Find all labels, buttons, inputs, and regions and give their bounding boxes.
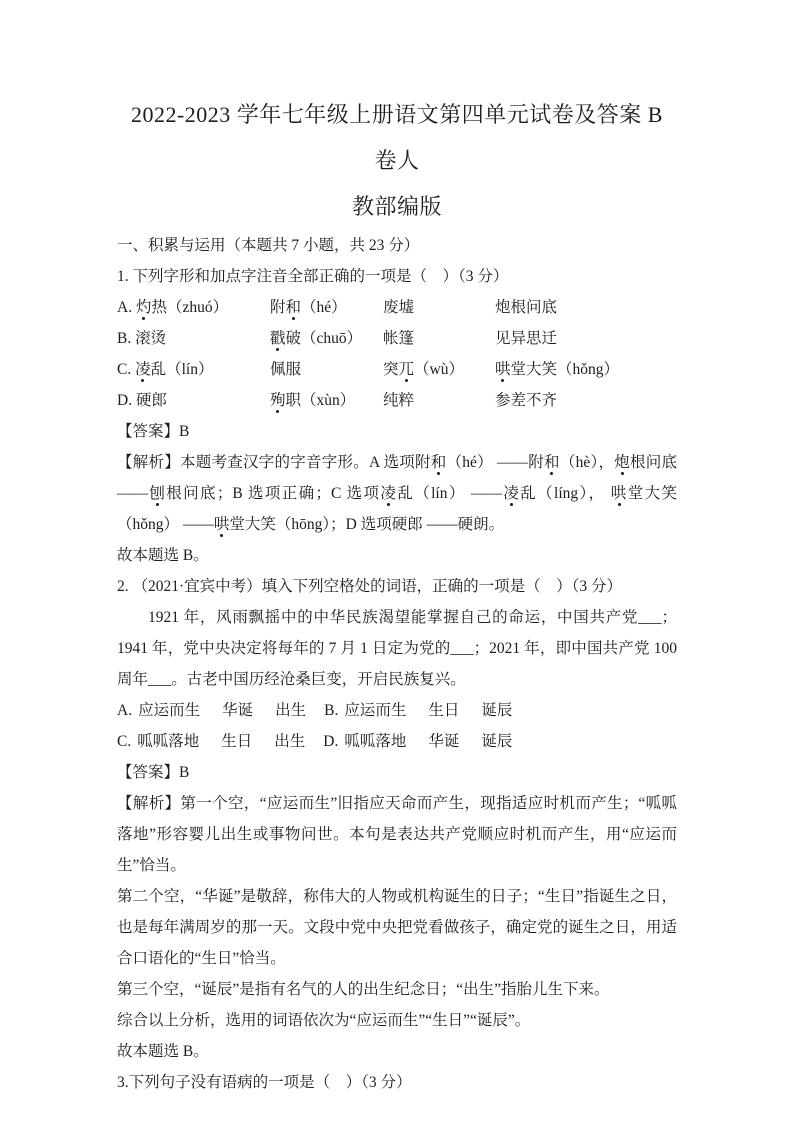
q2-stem: 2. （2021·宜宾中考）填入下列空格处的词语，正确的一项是（ ）（3 分）	[117, 578, 623, 595]
q1-option-cell: 帐篷	[383, 330, 415, 347]
q1-option-cell: 殉职（xùn）	[270, 392, 356, 409]
q2-passage: 1921 年，风雨飘摇中的中华民族渴望能掌握自己的命运，中国共产党___；1941 年，党中央决定将每年的 7 月 1 日定为党的___；2021 年，即中国共产党 100 周年___。古老中国历经沧桑巨变，开启民族复兴。	[117, 609, 677, 688]
q2-option-word: 华诞	[222, 702, 254, 719]
q2-option-row	[117, 726, 677, 757]
q2-option	[324, 695, 512, 726]
document-title-line-2: 教部编版	[351, 194, 442, 219]
q1-option-row	[117, 385, 677, 416]
q1-analysis: 【解析】本题考查汉字的字音字形。A 选项附和（hé） ——附和（hè），炮根问底——刨根问底；B 选项正确；C 选项凌乱（lín） ——凌乱（líng）， 哄堂大笑（hǒng） ——哄堂大笑（hōng）；D 选项硬郎 ——硬朗。	[117, 454, 677, 533]
q1-option-cell: D. 硬郎	[117, 392, 167, 409]
q1-option-cell: 哄堂大笑（hǒng）	[495, 361, 620, 378]
q2-option-word: 生日	[221, 733, 253, 750]
q1-option-row	[117, 323, 677, 354]
emphasis-dot-char: 凌	[380, 485, 398, 502]
emphasis-dot-char: 和	[430, 454, 447, 471]
section-heading: 一、积累与运用（本题共 7 小题，共 23 分）	[117, 237, 420, 254]
q2-option	[323, 726, 512, 757]
q2-option-word: 呱呱落地	[344, 733, 407, 750]
document-body	[117, 230, 677, 1098]
q2-option-word: 出生	[275, 702, 307, 719]
emphasis-dot-char: 殉	[270, 392, 286, 409]
q2-option-label: C.	[117, 733, 132, 750]
emphasis-dot-char: 兀	[398, 361, 415, 378]
q1-option-cell: 突兀（wù）	[383, 361, 464, 378]
q1-option-cell: 纯粹	[383, 392, 415, 409]
q2-analysis	[117, 788, 677, 1067]
q1-option-cell: 炮根问底	[495, 299, 558, 316]
emphasis-dot-char: 和	[544, 454, 560, 471]
q2-option-row	[117, 695, 677, 726]
document-title-line-1: 2022-2023 学年七年级上册语文第四单元试卷及答案 B 卷人	[130, 102, 663, 173]
q2-analysis-paragraph: 第二个空，“华诞”是敬辞，称伟大的人物或机构诞生的日子；“生日”指诞生之日，也是每年满周岁的那一天。文段中党中央把党看做孩子，确定党的诞生之日，用适合口语化的“生日”恰当。	[117, 888, 677, 967]
q2-analysis-paragraph: 【解析】第一个空，“应运而生”旧指应天命而产生，现指适应时机而产生；“呱呱落地”形容婴儿出生或事物问世。本句是表达共产党顺应时机而产生，用“应运而生”恰当。	[117, 795, 677, 874]
q2-option	[117, 695, 306, 726]
q1-option-row	[117, 292, 677, 323]
q3-stem: 3.下列句子没有语病的一项是（ ）（3 分）	[117, 1074, 412, 1091]
q2-options	[117, 695, 677, 757]
q1-answer: 【答案】B	[117, 423, 190, 440]
q1-option-cell: A. 灼热（zhuó）	[117, 299, 229, 316]
emphasis-dot-char: 灼	[135, 299, 152, 316]
q2-option-word: 出生	[274, 733, 306, 750]
q2-option-word: 应运而生	[138, 702, 201, 719]
q2-option-word: 诞辰	[481, 733, 513, 750]
q1-option-cell: 戳破（chuō）	[270, 330, 363, 347]
q1-option-cell: 参差不齐	[495, 392, 558, 409]
q1-option-cell: 附和（hé）	[270, 299, 347, 316]
q2-analysis-paragraph: 综合以上分析，选用的词语依次为“应运而生”“生日”“诞辰”。	[117, 1012, 531, 1029]
document-title	[117, 92, 677, 230]
q2-answer: 【答案】B	[117, 764, 190, 781]
q2-option-word: 生日	[428, 702, 460, 719]
q1-option-cell: 废墟	[383, 299, 415, 316]
q1-option-cell: 佩服	[270, 361, 302, 378]
q2-option	[117, 726, 305, 757]
emphasis-dot-char: 凌	[501, 485, 521, 502]
q1-option-cell: 见异思迁	[495, 330, 558, 347]
emphasis-dot-char: 凌	[135, 361, 151, 378]
emphasis-dot-char: 和	[285, 299, 302, 316]
emphasis-dot-char: 哄	[213, 516, 230, 533]
q2-option-word: 诞辰	[481, 702, 513, 719]
emphasis-dot-char: 戳	[270, 330, 286, 347]
q2-option-label: A.	[117, 702, 133, 719]
q2-analysis-paragraph: 故本题选 B。	[117, 1043, 209, 1060]
q2-option-word: 应运而生	[344, 702, 407, 719]
q2-option-word: 华诞	[428, 733, 460, 750]
emphasis-dot-char: 哄	[610, 485, 628, 502]
emphasis-dot-char: 哄	[495, 361, 511, 378]
q1-stem: 1. 下列字形和加点字注音全部正确的一项是（ ）（3 分）	[117, 268, 509, 285]
q2-analysis-paragraph: 第三个空，“诞辰”是指有名气的人的出生纪念日；“出生”指胎儿生下来。	[117, 981, 610, 998]
q1-options-table	[117, 292, 677, 416]
q1-conclusion: 故本题选 B。	[117, 547, 209, 564]
q2-option-word: 呱呱落地	[137, 733, 200, 750]
q1-option-row	[117, 354, 677, 385]
emphasis-dot-char: 刨	[148, 485, 167, 502]
emphasis-dot-char: 炮	[614, 454, 630, 471]
q1-option-cell: B. 滚烫	[117, 330, 167, 347]
q1-option-cell: C. 凌乱（lín）	[117, 361, 214, 378]
q2-option-label: B.	[324, 702, 339, 719]
q2-option-label: D.	[323, 733, 339, 750]
